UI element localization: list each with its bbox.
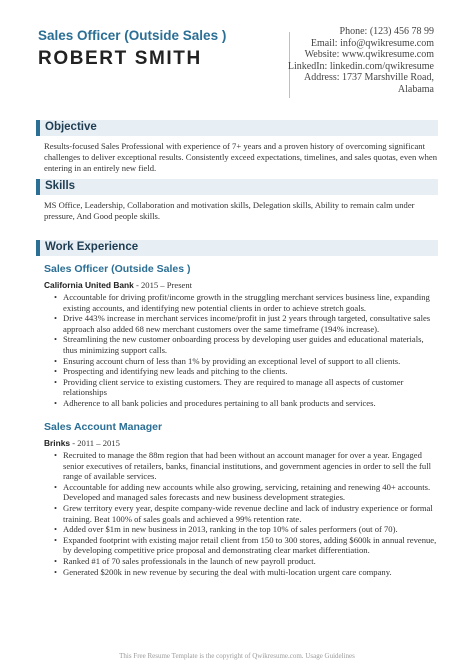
job-bullet: • Accountable for adding new accounts while also growing, servicing, retaining and renewing 40+ accounts. Developed and managed sales forecasts and new business development strategies.	[54, 481, 431, 503]
bullet-icon: •	[54, 355, 58, 366]
bullet-icon: •	[54, 292, 58, 302]
job-company: Brinks	[44, 438, 71, 448]
bullet-icon: •	[54, 334, 58, 345]
job-company: California United Bank	[44, 280, 134, 290]
job-bullet: • Added over $1m in new business in 2013, ranking in the top 10% of sales performers (out of 70).	[54, 524, 398, 535]
candidate-name: ROBERT SMITH	[38, 48, 202, 69]
job-bullet: • Generated $200k in new revenue by securing the deal with multi-location urgent care company.	[54, 566, 392, 577]
job-bullet: • Ranked #1 of 70 sales professionals in the launch of new payroll product.	[54, 555, 316, 566]
job-company-line	[44, 280, 192, 290]
contact-phone: Phone: (123) 456 78 99	[339, 26, 434, 37]
section-accent	[36, 240, 40, 256]
section-accent	[36, 179, 40, 195]
contact-address: Address: 1737 Marshville Road,	[304, 72, 434, 84]
copyright-footer[interactable]: This Free Resume Template is the copyright of Qwikresume.com. Usage Guidelines	[119, 652, 355, 660]
bullet-icon: •	[54, 481, 58, 492]
job-dates: - 2011 – 2015	[70, 438, 120, 448]
bullet-icon: •	[54, 450, 58, 460]
bullet-icon: •	[54, 566, 58, 577]
contact-linkedin[interactable]: LinkedIn: linkedin.com/qwikresume	[287, 60, 434, 72]
job-bullet: • Drive 443% increase in merchant services income/profit in just 2 years through targeted, consultative sales approach also added 68 new merchant customers over the same timeframe (194% increase).	[54, 313, 431, 334]
objective-section-heading	[36, 120, 438, 136]
job-bullet: • Grew territory every year, despite company-wide revenue decline and lack of industry experience or formal training. Beat 100% of sales goals and achieved a 99% retention rate.	[54, 502, 433, 524]
job-bullet: • Recruited to manage the 88m region that had been without an account manager for over a year. Engaged senior executives of retailers, banks, financial institutions, and government agencies in order to sell the full range of available services.	[54, 450, 431, 482]
job-role-title: Sales Account Manager	[44, 421, 163, 433]
job-bullet: • Adherence to all bank policies and procedures pertaining to all bank products and services.	[54, 397, 376, 408]
contact-block	[288, 26, 434, 96]
bullet-icon: •	[54, 376, 58, 387]
bullet-icon: •	[54, 397, 58, 408]
job-bullet: • Ensuring account churn of less than 1% by providing an exceptional level of support to all clients.	[54, 355, 401, 366]
job-bullet: • Prospecting and identifying new leads and pitching to the clients.	[54, 366, 288, 377]
experience-heading-label: Work Experience	[45, 241, 139, 253]
job-bullet-list	[54, 450, 438, 577]
objective-heading-label: Objective	[45, 121, 97, 133]
bullet-icon: •	[54, 502, 58, 513]
bullet-icon: •	[54, 555, 58, 566]
resume-header	[0, 0, 474, 106]
job-dates: - 2015 – Present	[133, 280, 193, 290]
bullet-icon: •	[54, 366, 58, 377]
job-bullet: • Expanded footprint with existing major retail client from 150 to 300 stores, adding $600k in annual revenue, by developing competitive price proposal and demonstrating clear market differentiation.	[54, 534, 437, 556]
job-company-line	[44, 438, 120, 448]
skills-heading-label: Skills	[45, 180, 76, 192]
job-bullet: • Providing client service to existing customers. They are required to manage all aspects of customer relationships	[54, 376, 404, 398]
bullet-icon: •	[54, 313, 58, 324]
section-accent	[36, 120, 40, 136]
contact-website[interactable]: Website: www.qwikresume.com	[304, 49, 434, 61]
bullet-icon: •	[54, 524, 58, 535]
job-bullet: • Accountable for driving profit/income growth in the struggling merchant services business line, expanding existing accounts, and identifying new potential clients in order to achieve stretch goals.	[54, 292, 430, 313]
job-bullet: • Streamlining the new customer onboarding process by developing user guides and educational materials, thus minimizing support calls.	[54, 334, 424, 355]
job-title: Sales Officer (Outside Sales )	[38, 28, 227, 43]
job-role-title: Sales Officer (Outside Sales )	[44, 263, 191, 275]
bullet-icon: •	[54, 534, 58, 545]
skills-section-heading	[36, 179, 438, 195]
skills-text: MS Office, Leadership, Collaboration and motivation skills, Delegation skills, Ability to remain calm under pressure, And Good people skills.	[44, 200, 415, 221]
contact-address-state: Alabama	[397, 83, 434, 95]
objective-text: Results-focused Sales Professional with experience of 7+ years and a proven history of overcoming significant challenges to deliver exceptional results. Consistently exceed expectations, timelines, and sales quotas, even when entering in an entirely new field.	[44, 141, 438, 173]
job-bullet-list	[54, 292, 438, 409]
contact-email[interactable]: Email: info@qwikresume.com	[310, 37, 434, 49]
experience-section-heading	[36, 240, 438, 256]
